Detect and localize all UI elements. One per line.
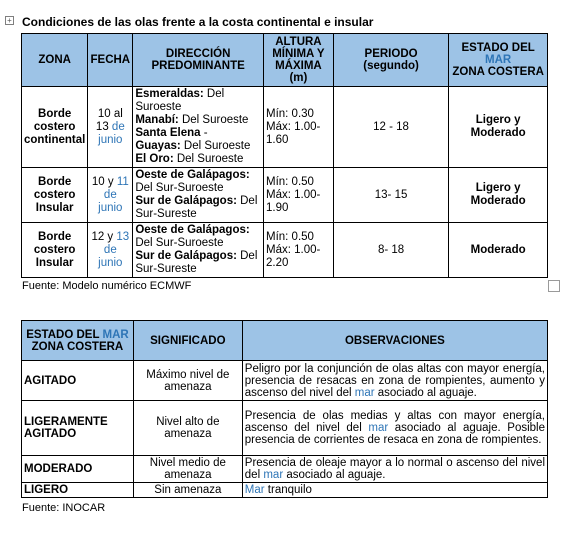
estado-cell: Moderado xyxy=(449,223,548,278)
header-estado: ESTADO DEL MAR ZONA COSTERA xyxy=(449,34,548,87)
observaciones-cell: Mar tranquilo xyxy=(242,483,547,498)
table1-source: Fuente: Modelo numérico ECMWF xyxy=(22,280,192,292)
header-fecha: FECHA xyxy=(88,34,133,87)
table2-source: Fuente: INOCAR xyxy=(22,502,106,514)
header-estado: ESTADO DEL MAR ZONA COSTERA xyxy=(22,321,134,361)
mar-word: MAR xyxy=(485,54,512,66)
estado-cell: LIGERO xyxy=(22,483,134,498)
table-row xyxy=(22,456,548,483)
header-direccion: DIRECCIÓN PREDOMINANTE xyxy=(133,34,264,87)
header-altura: ALTURA MÍNIMA Y MÁXIMA (m) xyxy=(264,34,334,87)
direccion-cell: Oeste de Galápagos: Del Sur-Suroeste Sur de Galápagos: Del Sur-Sureste xyxy=(133,223,264,278)
document-title: Condiciones de las olas frente a la costa continental e insular xyxy=(22,15,374,29)
altura-cell: Mín: 0.30 Máx: 1.00-1.60 xyxy=(264,87,334,168)
direccion-cell: Oeste de Galápagos: Del Sur-Suroeste Sur de Galápagos: Del Sur-Sureste xyxy=(133,168,264,223)
fecha-cell: 12 y 13 de junio xyxy=(88,223,133,278)
fecha-cell: 10 y 11 de junio xyxy=(88,168,133,223)
observaciones-cell: Peligro por la conjunción de olas altas con mayor energía, presencia de resacas en zona de rompientes, aumento y ascenso del nivel del mar asociado al aguaje. xyxy=(242,361,547,401)
table-row xyxy=(22,401,548,456)
header-significado: SIGNIFICADO xyxy=(133,321,242,361)
altura-cell: Mín: 0.50 Máx: 1.00-2.20 xyxy=(264,223,334,278)
table-header-row xyxy=(22,34,548,87)
altura-cell: Mín: 0.50 Máx: 1.00-1.90 xyxy=(264,168,334,223)
significado-cell: Nivel medio de amenaza xyxy=(133,456,242,483)
significado-cell: Máximo nivel de amenaza xyxy=(133,361,242,401)
table-row xyxy=(22,87,548,168)
table-row xyxy=(22,483,548,498)
table-row xyxy=(22,223,548,278)
zona-cell: Borde costero Insular xyxy=(22,223,88,278)
zona-cell: Borde costero continental xyxy=(22,87,88,168)
wave-conditions-table xyxy=(21,33,548,278)
significado-cell: Sin amenaza xyxy=(133,483,242,498)
sea-state-legend-table xyxy=(21,320,548,498)
resize-box-icon[interactable] xyxy=(548,280,560,292)
direccion-cell: Esmeraldas: Del Suroeste Manabí: Del Suroeste Santa Elena - Guayas: Del Suroeste El Oro: Del Suroeste xyxy=(133,87,264,168)
table-row xyxy=(22,168,548,223)
estado-cell: MODERADO xyxy=(22,456,134,483)
estado-cell: Ligero y Moderado xyxy=(449,168,548,223)
table-header-row xyxy=(22,321,548,361)
header-periodo: PERIODO (segundo) xyxy=(333,34,448,87)
move-handle-icon[interactable]: + xyxy=(5,16,14,25)
periodo-cell: 12 - 18 xyxy=(333,87,448,168)
header-observaciones: OBSERVACIONES xyxy=(242,321,547,361)
estado-cell: Ligero y Moderado xyxy=(449,87,548,168)
table-row xyxy=(22,361,548,401)
estado-cell: LIGERAMENTE AGITADO xyxy=(22,401,134,456)
estado-cell: AGITADO xyxy=(22,361,134,401)
mar-word: MAR xyxy=(102,328,129,341)
periodo-cell: 13- 15 xyxy=(333,168,448,223)
observaciones-cell: Presencia de olas medias y altas con mayor energía, ascenso del nivel del mar asociado al aguaje. Posible presencia de corrientes de resaca en zona de rompientes. xyxy=(242,401,547,456)
periodo-cell: 8- 18 xyxy=(333,223,448,278)
header-zona: ZONA xyxy=(22,34,88,87)
significado-cell: Nivel alto de amenaza xyxy=(133,401,242,456)
fecha-cell: 10 al 13 de junio xyxy=(88,87,133,168)
zona-cell: Borde costero Insular xyxy=(22,168,88,223)
observaciones-cell: Presencia de oleaje mayor a lo normal o ascenso del nivel del mar asociado al aguaje. xyxy=(242,456,547,483)
